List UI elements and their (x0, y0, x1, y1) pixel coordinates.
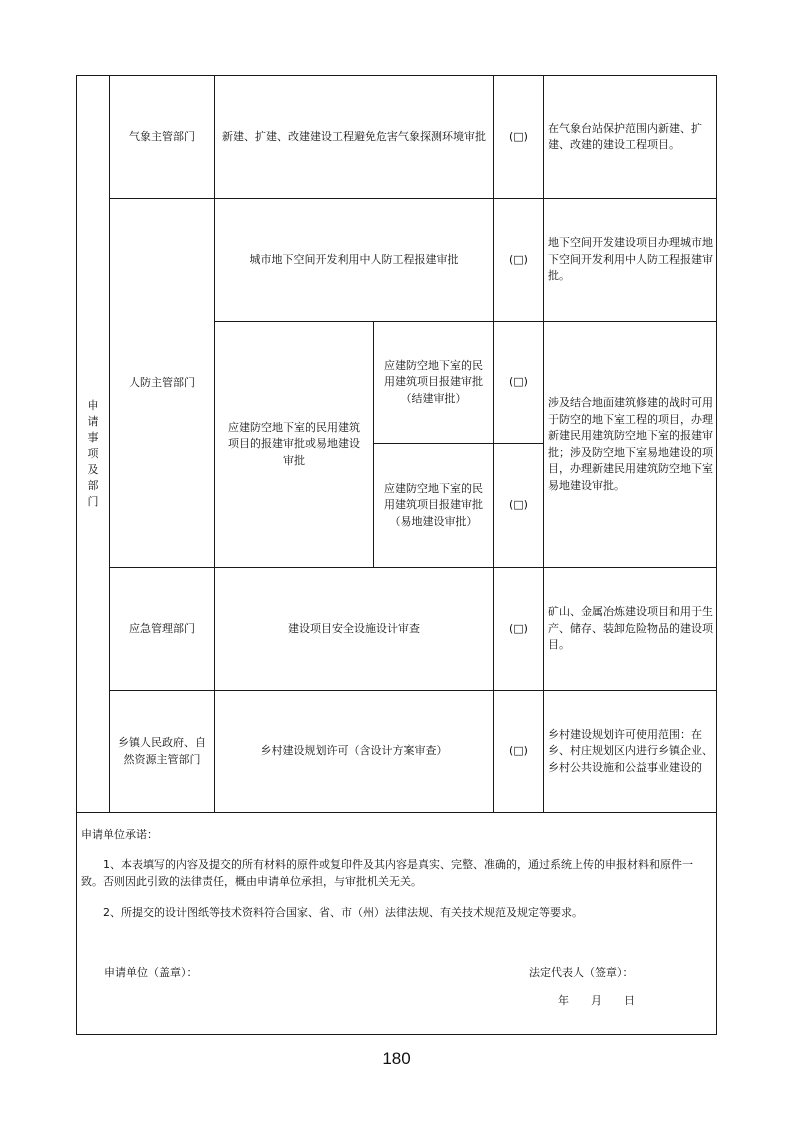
description-cell: 地下空间开发建设项目办理城市地下空间开发利用中人防工程报建审批。 (548, 236, 713, 283)
checkbox-cell[interactable]: (□) (509, 129, 528, 143)
description-cell: 涉及结合地面建筑修建的战时可用于防空的地下室工程的项目，办理新建民用建筑防空地下室的报建审批；涉及防空地下室易地建设的项目，办理新建民用建筑防空地下室易地建设审批。 (548, 396, 713, 492)
checkbox-cell[interactable]: (□) (509, 252, 528, 266)
page-number: 180 (382, 1049, 411, 1068)
approval-item-cell: 新建、扩建、改建建设工程避免危害气象探测环境审批 (222, 129, 486, 143)
approval-item-cell: 建设项目安全设施设计审查 (288, 621, 420, 635)
date-line: 年 月 日 (558, 994, 635, 1007)
description-cell: 乡村建设规划许可使用范围：在乡、村庄规划区内进行乡镇企业、乡村公共设施和公益事业建设的 (548, 727, 713, 774)
checkbox-cell[interactable]: (□) (509, 375, 528, 389)
checkbox-cell[interactable]: (□) (509, 621, 528, 635)
department-cell: 人防主管部门 (129, 375, 195, 389)
approval-item-cell: 乡村建设规划许可（含设计方案审查） (260, 744, 448, 758)
row-divider (76, 812, 717, 813)
pledge-title: 申请单位承诺： (81, 828, 158, 841)
pledge-item-2: 2、所提交的设计图纸等技术资料符合国家、省、市（州）法律法规、有关技术规范及规定等要求。 (103, 906, 583, 919)
applicant-seal-label: 申请单位（盖章）： (104, 966, 198, 979)
pledge-item-1: 1、本表填写的内容及提交的所有材料的原件或复印件及其内容是真实、完整、准确的，通过系统上传的申报材料和原件一致。否则因此引致的法律责任，概由申请单位承担，与审批机关无关。 (81, 858, 693, 888)
description-cell: 矿山、金属冶炼建设项目和用于生产、储存、装卸危险物品的建设项目。 (548, 605, 713, 652)
section-label-vertical: 申 请 事 项 及 部 门 (87, 399, 99, 508)
checkbox-cell[interactable]: (□) (509, 744, 528, 758)
sub-item-cell: 应建防空地下室的民用建筑项目报建审批（结建审批） (384, 358, 483, 405)
approval-group-cell: 应建防空地下室的民用建筑项目的报建审批或易地建设审批 (228, 420, 360, 467)
department-cell: 应急管理部门 (129, 621, 195, 635)
approval-item-cell: 城市地下空间开发利用中人防工程报建审批 (249, 252, 459, 266)
department-cell: 气象主管部门 (129, 129, 195, 143)
description-cell: 在气象台站保护范围内新建、扩建、改建的建设工程项目。 (548, 121, 702, 151)
legal-representative-label: 法定代表人（签章）： (529, 966, 634, 979)
sub-item-cell: 应建防空地下室的民用建筑项目报建审批（易地建设审批） (384, 481, 483, 528)
department-cell: 乡镇人民政府、自然资源主管部门 (118, 736, 206, 766)
checkbox-cell[interactable]: (□) (509, 498, 528, 512)
